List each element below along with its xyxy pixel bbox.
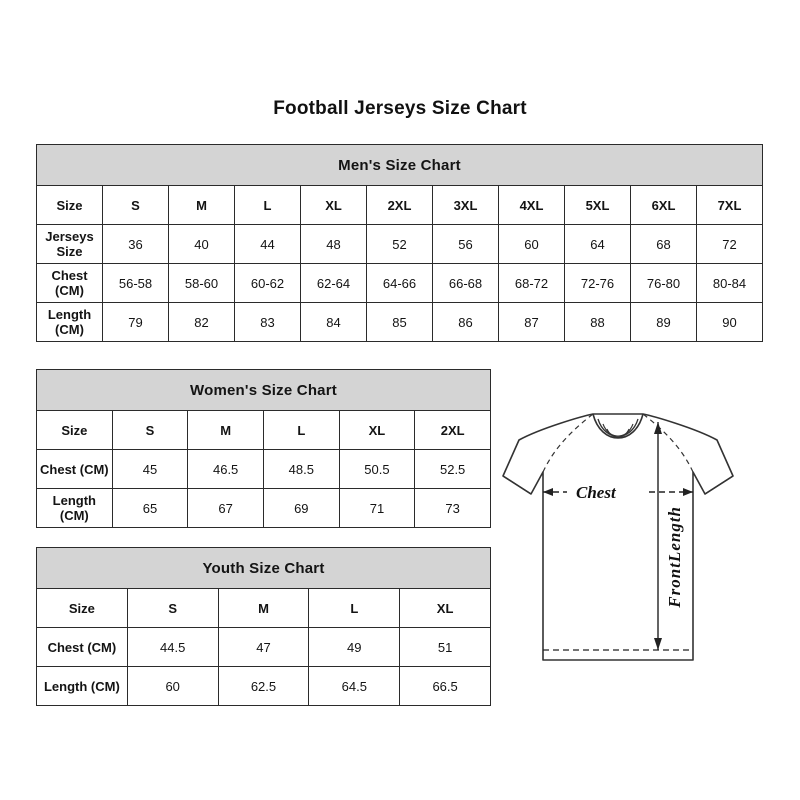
mens-col-4xl: 4XL <box>499 186 565 225</box>
mens-length-6xl: 89 <box>631 303 697 342</box>
womens-chest-xl: 50.5 <box>339 450 415 489</box>
mens-row-label-chest: Chest (CM) <box>37 264 103 303</box>
mens-length-3xl: 86 <box>433 303 499 342</box>
youth-col-s: S <box>127 589 218 628</box>
mens-size-table <box>36 144 763 342</box>
table-header-row <box>37 589 491 628</box>
womens-size-table <box>36 369 491 528</box>
youth-chest-m: 47 <box>218 628 309 667</box>
mens-col-l: L <box>235 186 301 225</box>
youth-col-m: M <box>218 589 309 628</box>
womens-length-s: 65 <box>112 489 188 528</box>
mens-jerseys-size-4xl: 60 <box>499 225 565 264</box>
mens-length-m: 82 <box>169 303 235 342</box>
mens-col-7xl: 7XL <box>697 186 763 225</box>
mens-table-caption: Men's Size Chart <box>37 145 763 186</box>
youth-chest-l: 49 <box>309 628 400 667</box>
mens-length-2xl: 85 <box>367 303 433 342</box>
chest-measure-label: Chest <box>576 483 616 502</box>
mens-length-l: 83 <box>235 303 301 342</box>
table-row <box>37 628 491 667</box>
mens-jerseys-size-s: 36 <box>103 225 169 264</box>
table-caption-row <box>37 548 491 589</box>
womens-row-label-length: Length (CM) <box>37 489 113 528</box>
mens-chest-6xl: 76-80 <box>631 264 697 303</box>
mens-chest-2xl: 64-66 <box>367 264 433 303</box>
womens-col-xl: XL <box>339 411 415 450</box>
mens-col-xl: XL <box>301 186 367 225</box>
mens-row-label-jerseys-size: Jerseys Size <box>37 225 103 264</box>
mens-jerseys-size-5xl: 64 <box>565 225 631 264</box>
youth-row-label-length: Length (CM) <box>37 667 128 706</box>
youth-chest-xl: 51 <box>400 628 491 667</box>
womens-length-m: 67 <box>188 489 264 528</box>
youth-length-s: 60 <box>127 667 218 706</box>
youth-col-xl: XL <box>400 589 491 628</box>
youth-length-m: 62.5 <box>218 667 309 706</box>
womens-row-label-chest: Chest (CM) <box>37 450 113 489</box>
womens-col-2xl: 2XL <box>415 411 491 450</box>
mens-jerseys-size-3xl: 56 <box>433 225 499 264</box>
youth-col-l: L <box>309 589 400 628</box>
youth-length-xl: 66.5 <box>400 667 491 706</box>
mens-length-5xl: 88 <box>565 303 631 342</box>
youth-size-table <box>36 547 491 706</box>
table-row <box>37 489 491 528</box>
table-row <box>37 303 763 342</box>
womens-length-xl: 71 <box>339 489 415 528</box>
mens-length-4xl: 87 <box>499 303 565 342</box>
womens-length-2xl: 73 <box>415 489 491 528</box>
womens-chest-m: 46.5 <box>188 450 264 489</box>
table-row <box>37 225 763 264</box>
page-title: Football Jerseys Size Chart <box>273 98 527 119</box>
jersey-outline-icon <box>497 398 787 698</box>
mens-col-3xl: 3XL <box>433 186 499 225</box>
youth-table-caption: Youth Size Chart <box>37 548 491 589</box>
womens-col-l: L <box>263 411 339 450</box>
table-caption-row <box>37 370 491 411</box>
mens-chest-4xl: 68-72 <box>499 264 565 303</box>
mens-col-5xl: 5XL <box>565 186 631 225</box>
mens-chest-s: 56-58 <box>103 264 169 303</box>
mens-chest-3xl: 66-68 <box>433 264 499 303</box>
mens-jerseys-size-xl: 48 <box>301 225 367 264</box>
mens-chest-5xl: 72-76 <box>565 264 631 303</box>
front-length-measure-label: FrontLength <box>665 506 684 608</box>
table-header-row <box>37 186 763 225</box>
table-caption-row <box>37 145 763 186</box>
mens-length-xl: 84 <box>301 303 367 342</box>
mens-length-7xl: 90 <box>697 303 763 342</box>
youth-length-l: 64.5 <box>309 667 400 706</box>
womens-chest-s: 45 <box>112 450 188 489</box>
womens-col-m: M <box>188 411 264 450</box>
mens-jerseys-size-m: 40 <box>169 225 235 264</box>
mens-row-label-length: Length (CM) <box>37 303 103 342</box>
mens-length-s: 79 <box>103 303 169 342</box>
youth-chest-s: 44.5 <box>127 628 218 667</box>
mens-header-size: Size <box>37 186 103 225</box>
mens-col-2xl: 2XL <box>367 186 433 225</box>
mens-chest-7xl: 80-84 <box>697 264 763 303</box>
mens-col-m: M <box>169 186 235 225</box>
mens-jerseys-size-l: 44 <box>235 225 301 264</box>
table-row <box>37 450 491 489</box>
jersey-measurement-diagram <box>497 398 787 698</box>
youth-header-size: Size <box>37 589 128 628</box>
mens-chest-m: 58-60 <box>169 264 235 303</box>
table-row <box>37 667 491 706</box>
womens-chest-l: 48.5 <box>263 450 339 489</box>
table-row <box>37 264 763 303</box>
womens-header-size: Size <box>37 411 113 450</box>
mens-jerseys-size-2xl: 52 <box>367 225 433 264</box>
womens-col-s: S <box>112 411 188 450</box>
womens-chest-2xl: 52.5 <box>415 450 491 489</box>
womens-length-l: 69 <box>263 489 339 528</box>
mens-col-6xl: 6XL <box>631 186 697 225</box>
mens-chest-xl: 62-64 <box>301 264 367 303</box>
mens-col-s: S <box>103 186 169 225</box>
womens-table-caption: Women's Size Chart <box>37 370 491 411</box>
mens-jerseys-size-7xl: 72 <box>697 225 763 264</box>
mens-chest-l: 60-62 <box>235 264 301 303</box>
mens-jerseys-size-6xl: 68 <box>631 225 697 264</box>
youth-row-label-chest: Chest (CM) <box>37 628 128 667</box>
table-header-row <box>37 411 491 450</box>
